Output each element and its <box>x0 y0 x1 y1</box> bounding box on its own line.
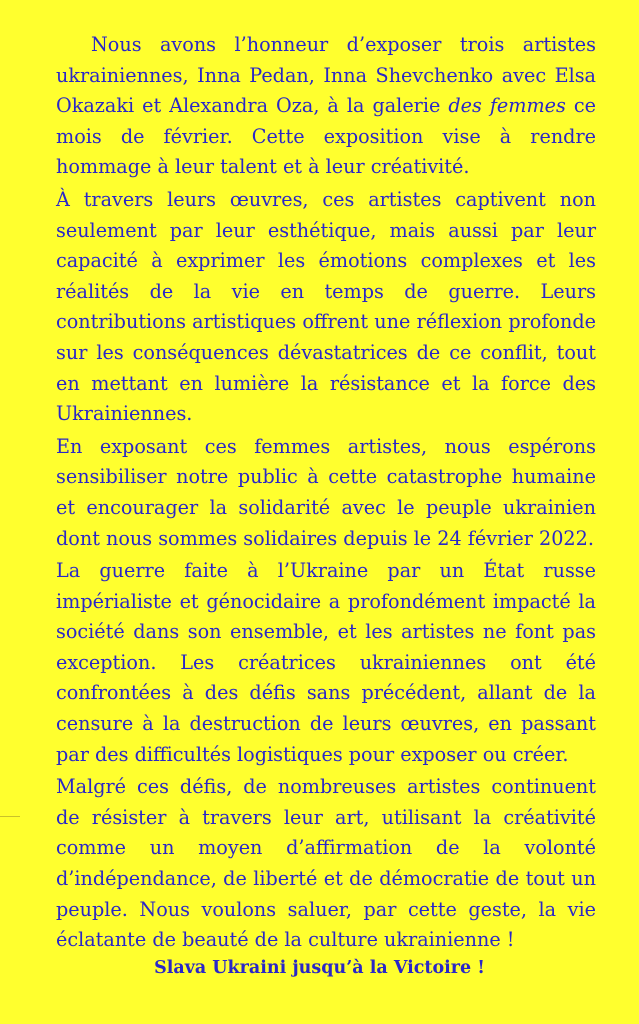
closing-slogan: Slava Ukraini jusqu’à la Victoire ! <box>154 958 485 978</box>
paragraph-5: Malgré ces défis, de nombreuses artistes continuent de résister à travers leur art, utilisant la créativité comme un moyen d’affirmation de la volonté d’indépendance, de liberté et de démocratie de tout un peuple. Nous voulons saluer, par cette geste, la vie éclatante de beauté de la culture ukrainienne ! <box>56 775 596 952</box>
paragraph-1-text-start: Nous avons l’honneur d’exposer trois artistes ukrainiennes, Inna Pedan, Inna Shevchenko avec Elsa Okazaki et Alexandra Oza, à la galerie <box>56 33 596 118</box>
margin-mark <box>0 816 20 817</box>
paragraph-4: La guerre faite à l’Ukraine par un État russe impérialiste et génocidaire a profondément impacté la société dans son ensemble, et les artistes ne font pas exception. Les créatrices ukrainiennes ont été confrontées à des défis sans précédent, allant de la censure à la destruction de leurs œuvres, en passant par des difficultés logistiques pour exposer ou créer. <box>56 559 596 766</box>
paragraph-1 <box>56 30 596 183</box>
paragraph-3: En exposant ces femmes artistes, nous espérons sensibiliser notre public à cette catastrophe humaine et encourager la solidarité avec le peuple ukrainien dont nous sommes solidaires depuis le 24 février 2022. <box>56 434 596 550</box>
gallery-name-italic: des femmes <box>448 94 566 118</box>
paragraph-2: À travers leurs œuvres, ces artistes captivent non seulement par leur esthétique, mais aussi par leur capacité à exprimer les émotions complexes et les réalités de la vie en temps de guerre. Leurs contributions artistiques offrent une réflexion profonde sur les conséquences dévastatrices de ce conflit, tout en mettant en lumière la résistance et la force des Ukrainiennes. <box>56 187 596 426</box>
body-text <box>56 30 596 958</box>
paragraph-1-text-end: ce mois de février. Cette exposition vise à rendre hommage à leur talent et à leur créativité. <box>56 94 596 179</box>
